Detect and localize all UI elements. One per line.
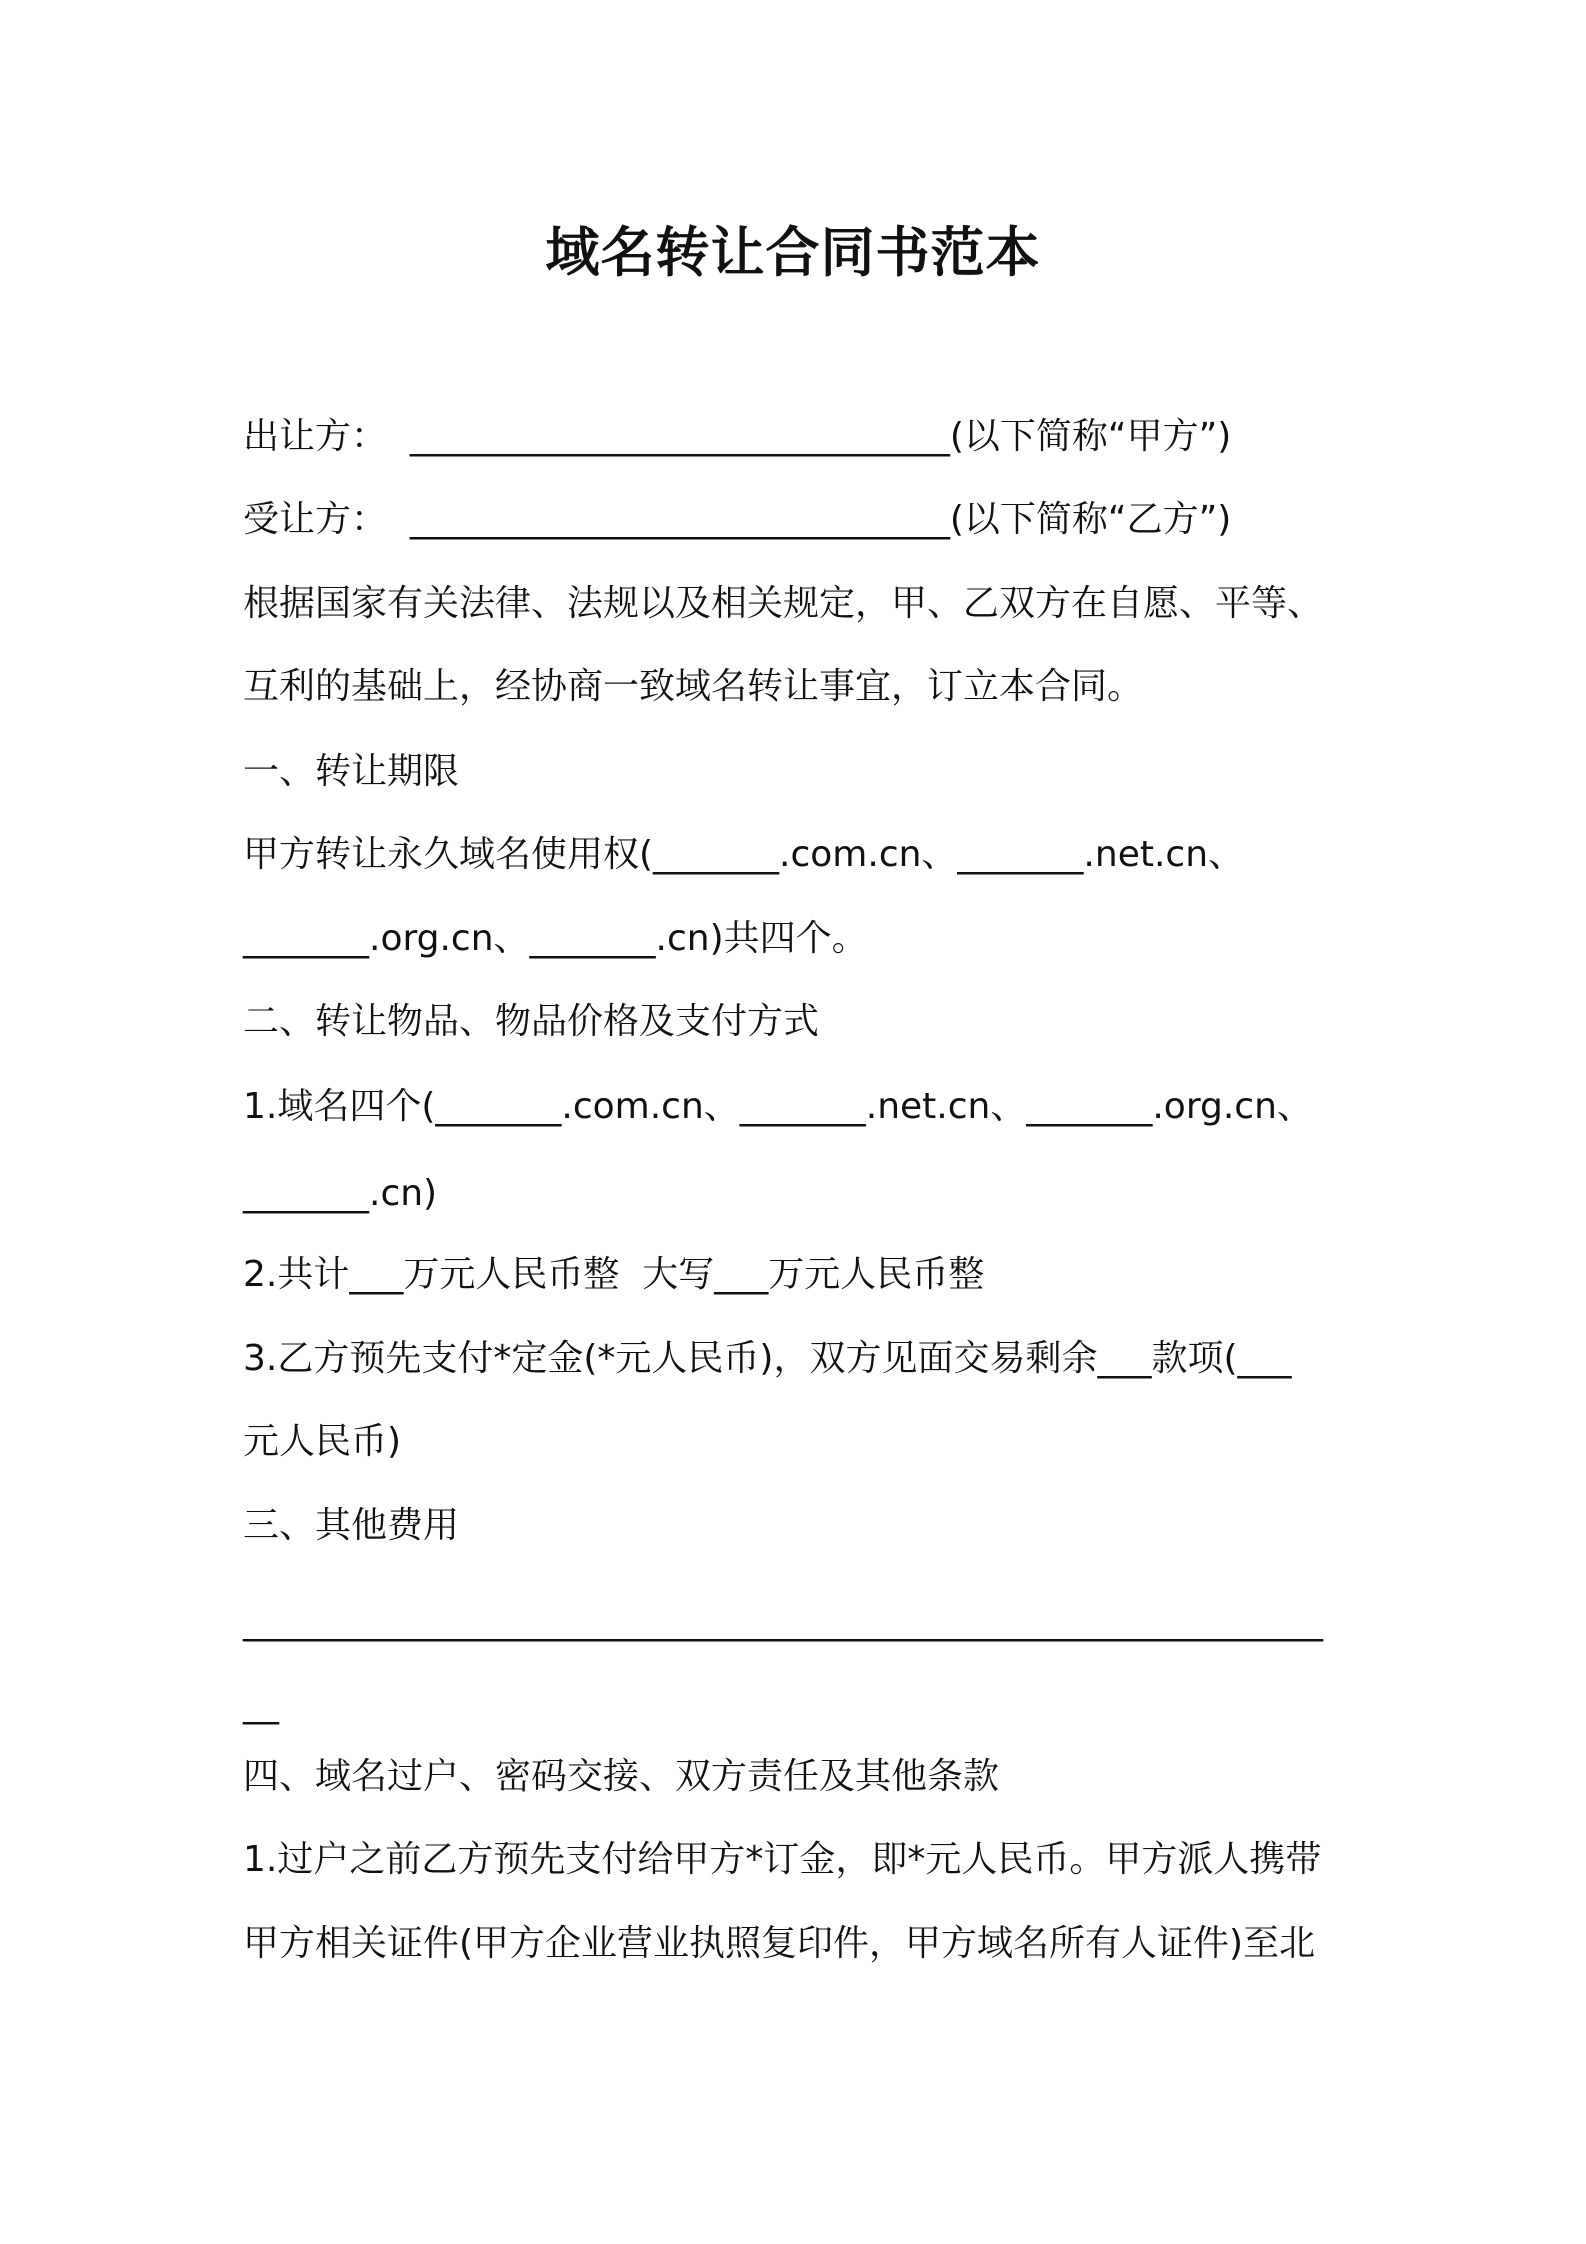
section-2-item-1a: 1.域名四个(_______.com.cn、_______.net.cn、_______.org.cn、 — [243, 1086, 1313, 1127]
transferor-line: 出让方： ______________________________(以下简称“甲方”) — [243, 416, 1232, 457]
section-3-heading: 三、其他费用 — [243, 1505, 460, 1546]
section-4-heading: 四、域名过户、密码交接、双方责任及其他条款 — [243, 1756, 1000, 1797]
transferee-line: 受让方： ______________________________(以下简称“乙方”) — [243, 499, 1232, 540]
section-4-item-1b: 甲方相关证件(甲方企业营业执照复印件，甲方域名所有人证件)至北 — [243, 1923, 1316, 1964]
section-2-heading: 二、转让物品、物品价格及支付方式 — [243, 1001, 820, 1042]
section-4-item-1a: 1.过户之前乙方预先支付给甲方*订金，即*元人民币。甲方派人携带 — [243, 1839, 1322, 1880]
section-2-item-3a: 3.乙方预先支付*定金(*元人民币)，双方见面交易剩余___款项(___ — [243, 1338, 1292, 1379]
section-1-text-1: 甲方转让永久域名使用权(_______.com.cn、_______.net.cn、 — [243, 834, 1245, 875]
section-1-text-2: _______.org.cn、_______.cn)共四个。 — [243, 918, 868, 959]
section-3-blank-2: __ — [243, 1684, 279, 1725]
section-1-heading: 一、转让期限 — [243, 751, 460, 792]
section-3-blank-1: ____________________________________________________________ — [243, 1601, 1323, 1642]
document-title: 域名转让合同书范本 — [545, 221, 1041, 284]
section-2-item-1b: _______.cn) — [243, 1173, 438, 1214]
section-2-item-3b: 元人民币) — [243, 1421, 402, 1462]
preamble-line-2: 互利的基础上，经协商一致域名转让事宜，订立本合同。 — [243, 666, 1144, 707]
section-2-item-2: 2.共计___万元人民币整 大写___万元人民币整 — [243, 1254, 985, 1295]
preamble-line-1: 根据国家有关法律、法规以及相关规定，甲、乙双方在自愿、平等、 — [243, 583, 1324, 624]
